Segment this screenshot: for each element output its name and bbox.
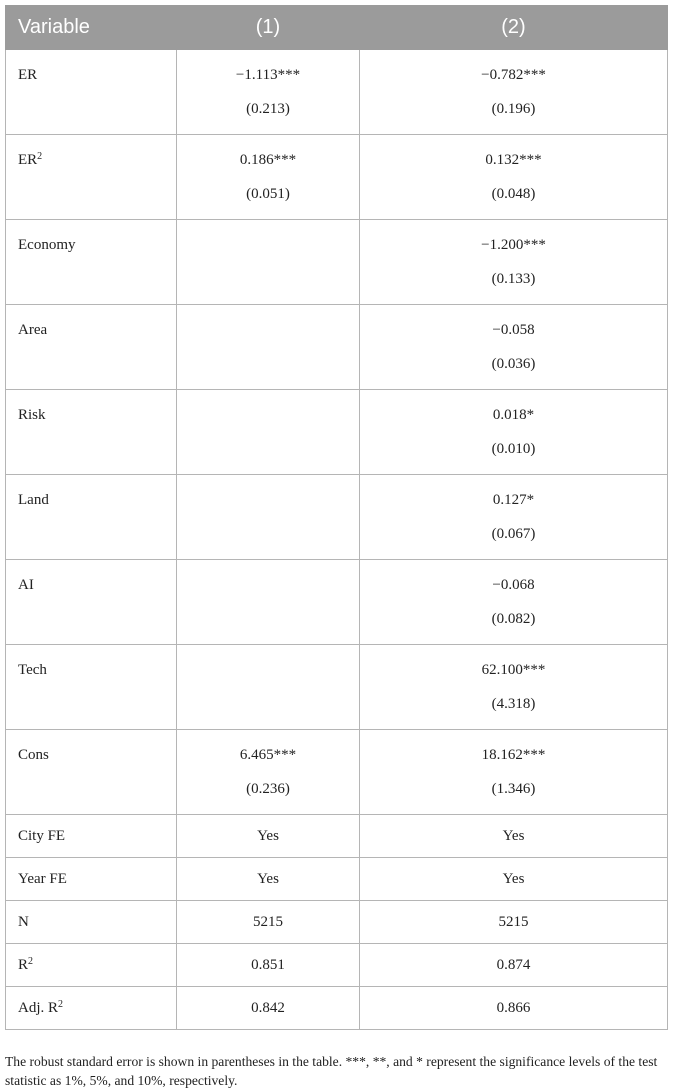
stat-cell-c2 (360, 901, 668, 944)
coef-cell-c1 (177, 50, 360, 135)
variable-name: R (18, 957, 29, 973)
variable-label (18, 574, 176, 596)
stat-cell-c2 (360, 987, 668, 1030)
coef-cell-c1 (177, 305, 360, 390)
variable-label (18, 815, 176, 857)
coef-cell-c2 (360, 645, 668, 730)
coefficient (177, 574, 359, 596)
stat-cell-c2 (360, 944, 668, 987)
table-row (6, 475, 668, 560)
coefficient: 0.018* (492, 407, 535, 423)
table-row (6, 135, 668, 220)
variable-label (18, 64, 176, 86)
coefficient: 0.186*** (239, 152, 297, 168)
regression-table (5, 5, 668, 1030)
stat-cell-c1 (177, 815, 360, 858)
coef-cell-c1 (177, 645, 360, 730)
table-row (6, 645, 668, 730)
coef-cell-c2 (360, 220, 668, 305)
coefficient (177, 404, 359, 426)
coefficient (177, 659, 359, 681)
variable-name: Adj. R (18, 1000, 59, 1016)
stat-cell-c1 (177, 901, 360, 944)
standard-error: (0.213) (246, 101, 290, 117)
header-variable: Variable (6, 6, 177, 50)
standard-error (177, 353, 359, 375)
variable-label (18, 404, 176, 426)
header-row (6, 6, 668, 50)
standard-error: (4.318) (491, 696, 536, 712)
standard-error (177, 523, 359, 545)
table-row (6, 560, 668, 645)
header-model-1: (1) (177, 6, 360, 50)
table-row (6, 730, 668, 815)
coefficient: −0.782*** (481, 67, 546, 83)
stat-value: Yes (502, 828, 525, 844)
coefficient: −0.068 (492, 577, 535, 593)
variable-name: Risk (18, 407, 46, 423)
table-footer-row (6, 858, 668, 901)
coef-cell-c1 (177, 560, 360, 645)
stat-value: 5215 (498, 914, 529, 930)
coef-cell-c1 (177, 475, 360, 560)
variable-label (18, 901, 176, 943)
variable-cell (6, 50, 177, 135)
variable-cell (6, 390, 177, 475)
coef-cell-c2 (360, 305, 668, 390)
variable-name: N (18, 914, 29, 930)
variable-cell (6, 305, 177, 390)
standard-error: (0.067) (491, 526, 536, 542)
stat-cell-c1 (177, 858, 360, 901)
variable-name: Land (18, 492, 49, 508)
coefficient (177, 489, 359, 511)
standard-error: (0.051) (246, 186, 290, 202)
variable-superscript: 2 (58, 999, 64, 1010)
standard-error (177, 268, 359, 290)
variable-cell (6, 560, 177, 645)
variable-cell (6, 987, 177, 1030)
variable-label (18, 489, 176, 511)
variable-label (18, 987, 176, 1029)
variable-label (18, 858, 176, 900)
coef-cell-c2 (360, 50, 668, 135)
coefficient: 62.100*** (481, 662, 546, 678)
standard-error: (0.133) (491, 271, 536, 287)
table-row (6, 220, 668, 305)
variable-cell (6, 730, 177, 815)
coef-cell-c1 (177, 730, 360, 815)
stat-value: 0.866 (496, 1000, 531, 1016)
standard-error (177, 438, 359, 460)
variable-cell (6, 645, 177, 730)
variable-name: Area (18, 322, 48, 338)
variable-name: City FE (18, 828, 66, 844)
variable-label (18, 319, 176, 341)
standard-error: (0.036) (491, 356, 536, 372)
table-footer-row (6, 901, 668, 944)
table-row (6, 390, 668, 475)
stat-value: Yes (257, 828, 279, 844)
coef-cell-c2 (360, 135, 668, 220)
coefficient: −1.200*** (481, 237, 546, 253)
variable-label (18, 149, 176, 171)
header-model-2: (2) (360, 6, 668, 50)
coef-cell-c2 (360, 560, 668, 645)
coef-cell-c2 (360, 730, 668, 815)
standard-error: (0.196) (491, 101, 536, 117)
coefficient: 18.162*** (481, 747, 546, 763)
variable-cell (6, 475, 177, 560)
coefficient: 6.465*** (239, 747, 297, 763)
table-footer-row (6, 815, 668, 858)
table-footer-row (6, 944, 668, 987)
coef-cell-c1 (177, 135, 360, 220)
variable-name: ER (18, 67, 38, 83)
variable-cell (6, 815, 177, 858)
variable-label (18, 944, 176, 986)
stat-cell-c2 (360, 858, 668, 901)
standard-error: (0.236) (246, 781, 290, 797)
stat-cell-c1 (177, 987, 360, 1030)
coefficient (177, 319, 359, 341)
variable-cell (6, 220, 177, 305)
coefficient: 0.132*** (485, 152, 542, 168)
stat-cell-c1 (177, 944, 360, 987)
variable-name: Year FE (18, 871, 67, 887)
coefficient: −0.058 (492, 322, 535, 338)
variable-superscript: 2 (28, 956, 34, 967)
variable-name: AI (18, 577, 34, 593)
variable-name: Cons (18, 747, 49, 763)
coef-cell-c2 (360, 475, 668, 560)
standard-error: (0.082) (491, 611, 536, 627)
stat-value: Yes (502, 871, 525, 887)
table-footer-row (6, 987, 668, 1030)
table-row (6, 305, 668, 390)
variable-cell (6, 944, 177, 987)
coefficient: −1.113*** (235, 67, 301, 83)
stat-value: 0.851 (251, 957, 285, 973)
variable-label (18, 744, 176, 766)
coef-cell-c1 (177, 390, 360, 475)
stat-value: 5215 (253, 914, 283, 930)
stat-cell-c2 (360, 815, 668, 858)
variable-name: Tech (18, 662, 47, 678)
variable-cell (6, 858, 177, 901)
coefficient (177, 234, 359, 256)
variable-label (18, 234, 176, 256)
standard-error (177, 693, 359, 715)
standard-error: (0.010) (491, 441, 536, 457)
variable-name: Economy (18, 237, 76, 253)
variable-name: ER (18, 152, 38, 168)
table-note: The robust standard error is shown in parentheses in the table. ***, **, and * represent the significance levels of the test statistic as 1%, 5%, and 10%, respectively. (5, 1054, 658, 1088)
variable-cell (6, 135, 177, 220)
variable-label (18, 659, 176, 681)
standard-error: (0.048) (491, 186, 536, 202)
variable-cell (6, 901, 177, 944)
coef-cell-c1 (177, 220, 360, 305)
standard-error: (1.346) (491, 781, 536, 797)
coefficient: 0.127* (492, 492, 535, 508)
standard-error (177, 608, 359, 630)
coef-cell-c2 (360, 390, 668, 475)
stat-value: 0.842 (251, 1000, 285, 1016)
table-row (6, 50, 668, 135)
variable-superscript: 2 (37, 151, 43, 162)
stat-value: 0.874 (496, 957, 531, 973)
stat-value: Yes (257, 871, 279, 887)
